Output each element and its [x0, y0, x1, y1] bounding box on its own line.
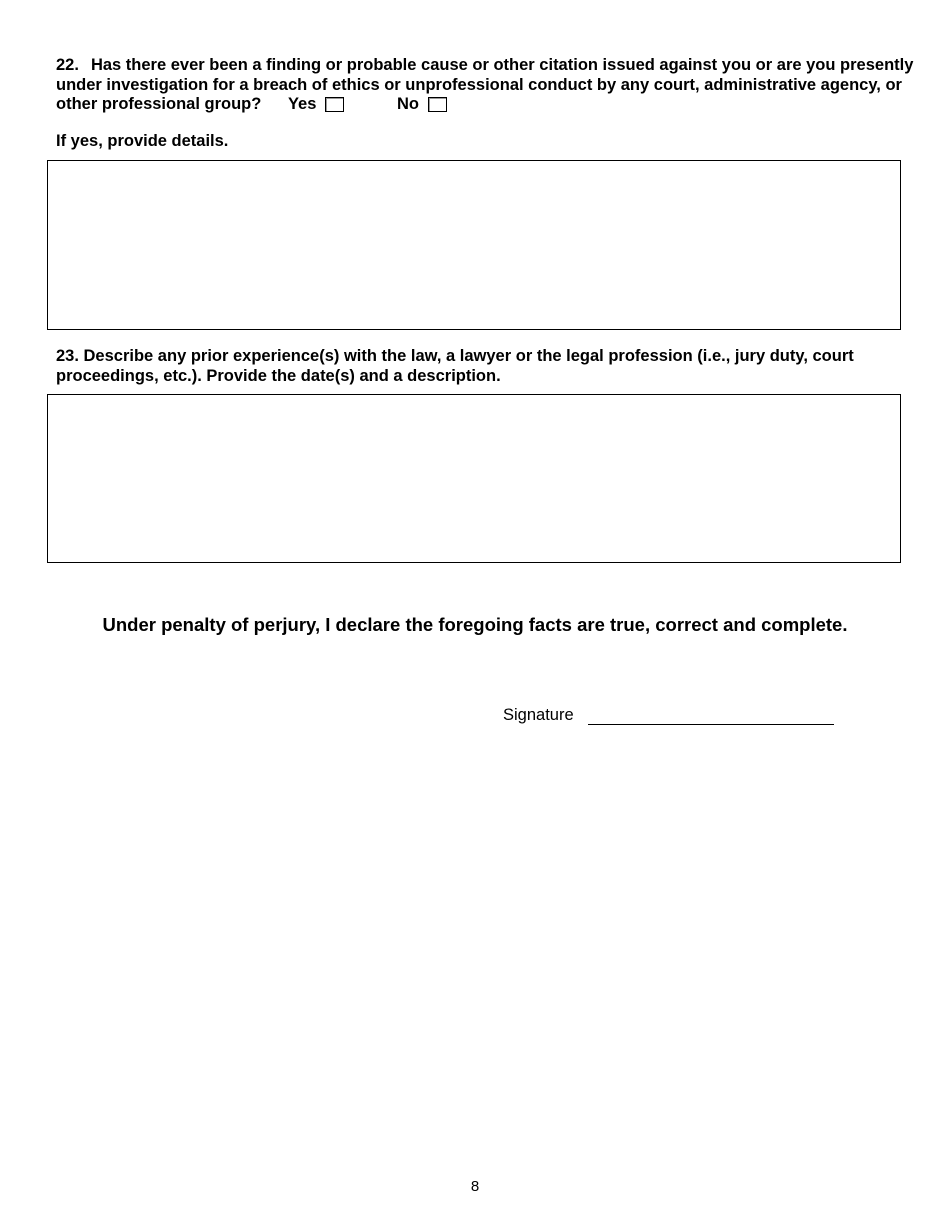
yes-option: [288, 95, 344, 115]
question-23-text: 23. Describe any prior experience(s) with the law, a lawyer or the legal profession (i.e., jury duty, court proceedings, etc.). Provide the date(s) and a description.: [56, 347, 854, 385]
question-22-text: Has there ever been a finding or probable cause or other citation issued against you or are you presently under investigation for a breach of ethics or unprofessional conduct by any court, administrative agency, or other professional group?: [56, 56, 914, 113]
yes-label: Yes: [287, 95, 317, 113]
signature-block: [503, 706, 834, 725]
no-label: No: [396, 95, 419, 113]
question-23-answer-field[interactable]: [47, 394, 901, 563]
question-22: [56, 56, 916, 115]
page-number: 8: [470, 1178, 480, 1195]
question-22-details-field[interactable]: [47, 160, 901, 330]
perjury-declaration: Under penalty of perjury, I declare the foregoing facts are true, correct and complete.: [102, 614, 848, 635]
yes-checkbox[interactable]: [325, 97, 344, 112]
if-yes-details-label: If yes, provide details.: [56, 132, 229, 150]
no-checkbox[interactable]: [428, 97, 447, 112]
signature-label: Signature: [503, 706, 574, 724]
signature-line[interactable]: [588, 708, 834, 725]
question-22-number: 22.: [56, 56, 79, 74]
no-option: [397, 95, 447, 115]
